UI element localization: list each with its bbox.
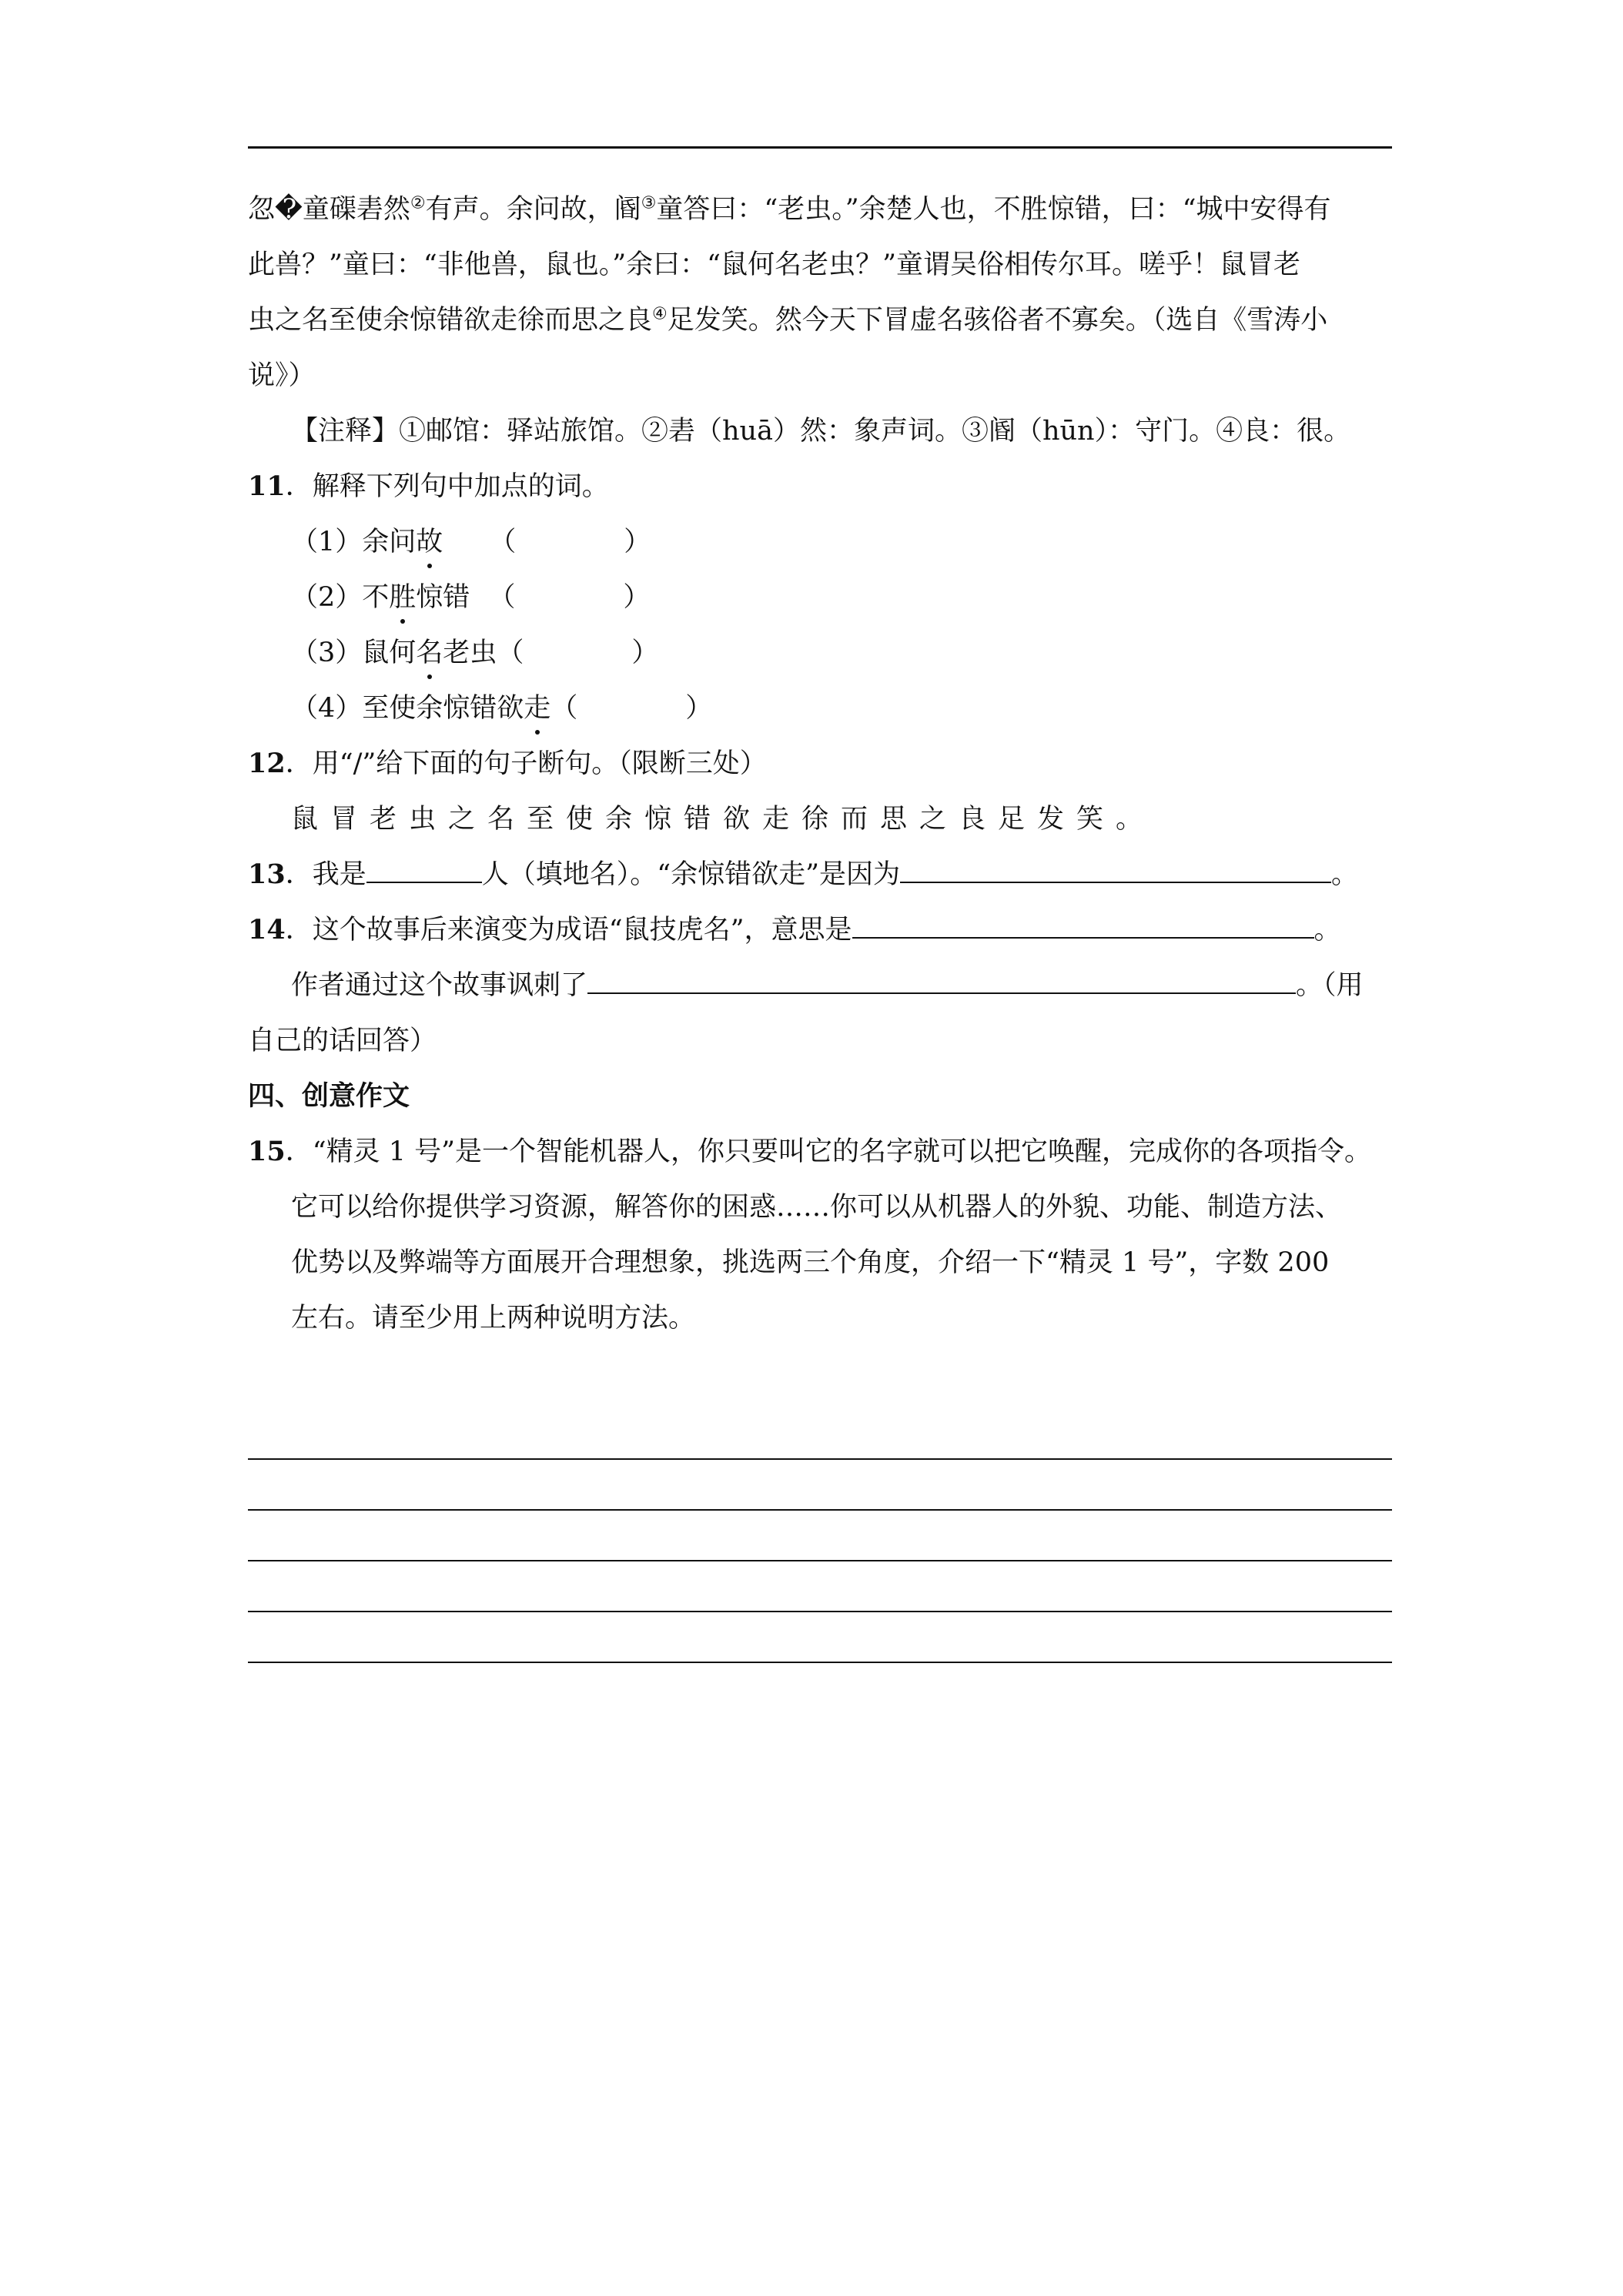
- question-13: 13．我是 人（填地名）。“余惊错欲走”是因为 。: [248, 858, 1359, 890]
- q12-sentence: 鼠冒老虫之名至使余惊错欲走徐而思之良足发笑。: [291, 804, 1156, 835]
- passage-line-4: 说》）: [248, 360, 316, 391]
- q11-item-3: （3）鼠何名老虫（ ）: [248, 625, 1392, 681]
- writing-area[interactable]: [248, 1409, 1392, 1663]
- q11-item-4: （4）至使余惊错欲走（ ）: [248, 681, 1392, 736]
- answer-blank-meaning[interactable]: [852, 914, 1314, 939]
- question-number: 12: [248, 748, 286, 779]
- q11-item-1: （1）余问故 （ ）: [248, 514, 1392, 570]
- document-content: [248, 182, 1392, 1346]
- dotted-word: 名: [416, 625, 443, 681]
- q15-line-4: 左右。请至少用上两种说明方法。: [291, 1303, 696, 1334]
- passage-line-3: 虫之名至使余惊错欲走徐而思之良④足发笑。然今天下冒虚名骇俗者不寡矣。（选自《雪涛小: [248, 304, 1328, 336]
- header-rule: [248, 146, 1392, 149]
- answer-parentheses[interactable]: （ ）: [550, 693, 713, 724]
- footnote-marker: ④: [652, 304, 668, 324]
- question-number: 14: [248, 914, 286, 946]
- writing-line[interactable]: [248, 1612, 1392, 1663]
- passage-line-1: 忽�童磲砉然②有声。余问故，阍③童答曰：“老虫。”余楚人也，不胜惊错，曰：“城中安得有: [248, 193, 1331, 225]
- writing-line[interactable]: [248, 1460, 1392, 1511]
- answer-parentheses[interactable]: （ ）: [497, 638, 659, 668]
- question-11: 11．解释下列句中加点的词。: [248, 470, 609, 502]
- q14-line-3: 自己的话回答）: [248, 1026, 437, 1056]
- footnote-marker: ③: [641, 193, 657, 213]
- dotted-word: 故: [416, 514, 443, 570]
- annotation-note: 【注释】①邮馆：驿站旅馆。②砉（huā）然：象声词。③阍（hūn）：守门。④良：很。: [291, 416, 1351, 447]
- question-15: 15．“精灵 1 号”是一个智能机器人，你只要叫它的名字就可以把它唤醒，完成你的各项指令。: [248, 1136, 1372, 1167]
- q11-item-2: （2）不胜惊错 （ ）: [248, 570, 1392, 625]
- dotted-word: 走: [524, 681, 550, 736]
- q15-line-2: 它可以给你提供学习资源，解答你的困惑……你可以从机器人的外貌、功能、制造方法、: [291, 1192, 1343, 1223]
- answer-blank-place[interactable]: [366, 858, 482, 883]
- q14-line-2: 作者通过这个故事讽刺了 。（用: [291, 970, 1364, 1001]
- section-title: 四、创意作文: [248, 1080, 410, 1112]
- dotted-word: 胜: [389, 570, 416, 625]
- passage-line-2: 此兽？”童曰：“非他兽，鼠也。”余曰：“鼠何名老虫？”童谓吴俗相传尔耳。嗟乎！鼠冒老: [248, 249, 1300, 280]
- writing-line[interactable]: [248, 1561, 1392, 1612]
- answer-blank-satire[interactable]: [587, 969, 1296, 994]
- question-14: 14．这个故事后来演变为成语“鼠技虎名”，意思是 。: [248, 914, 1341, 946]
- answer-parentheses[interactable]: （ ）: [489, 527, 651, 557]
- footnote-marker: ②: [410, 193, 426, 213]
- q15-line-3: 优势以及弊端等方面展开合理想象，挑选两三个角度，介绍一下“精灵 1 号”，字数 200: [291, 1247, 1330, 1278]
- writing-line[interactable]: [248, 1409, 1392, 1460]
- question-12: 12．用“/”给下面的句子断句。（限断三处）: [248, 748, 767, 779]
- answer-blank-reason[interactable]: [900, 858, 1331, 883]
- question-number: 13: [248, 858, 286, 890]
- question-number: 11: [248, 470, 286, 502]
- answer-parentheses[interactable]: （ ）: [488, 582, 651, 613]
- writing-line[interactable]: [248, 1511, 1392, 1561]
- question-number: 15: [248, 1136, 286, 1167]
